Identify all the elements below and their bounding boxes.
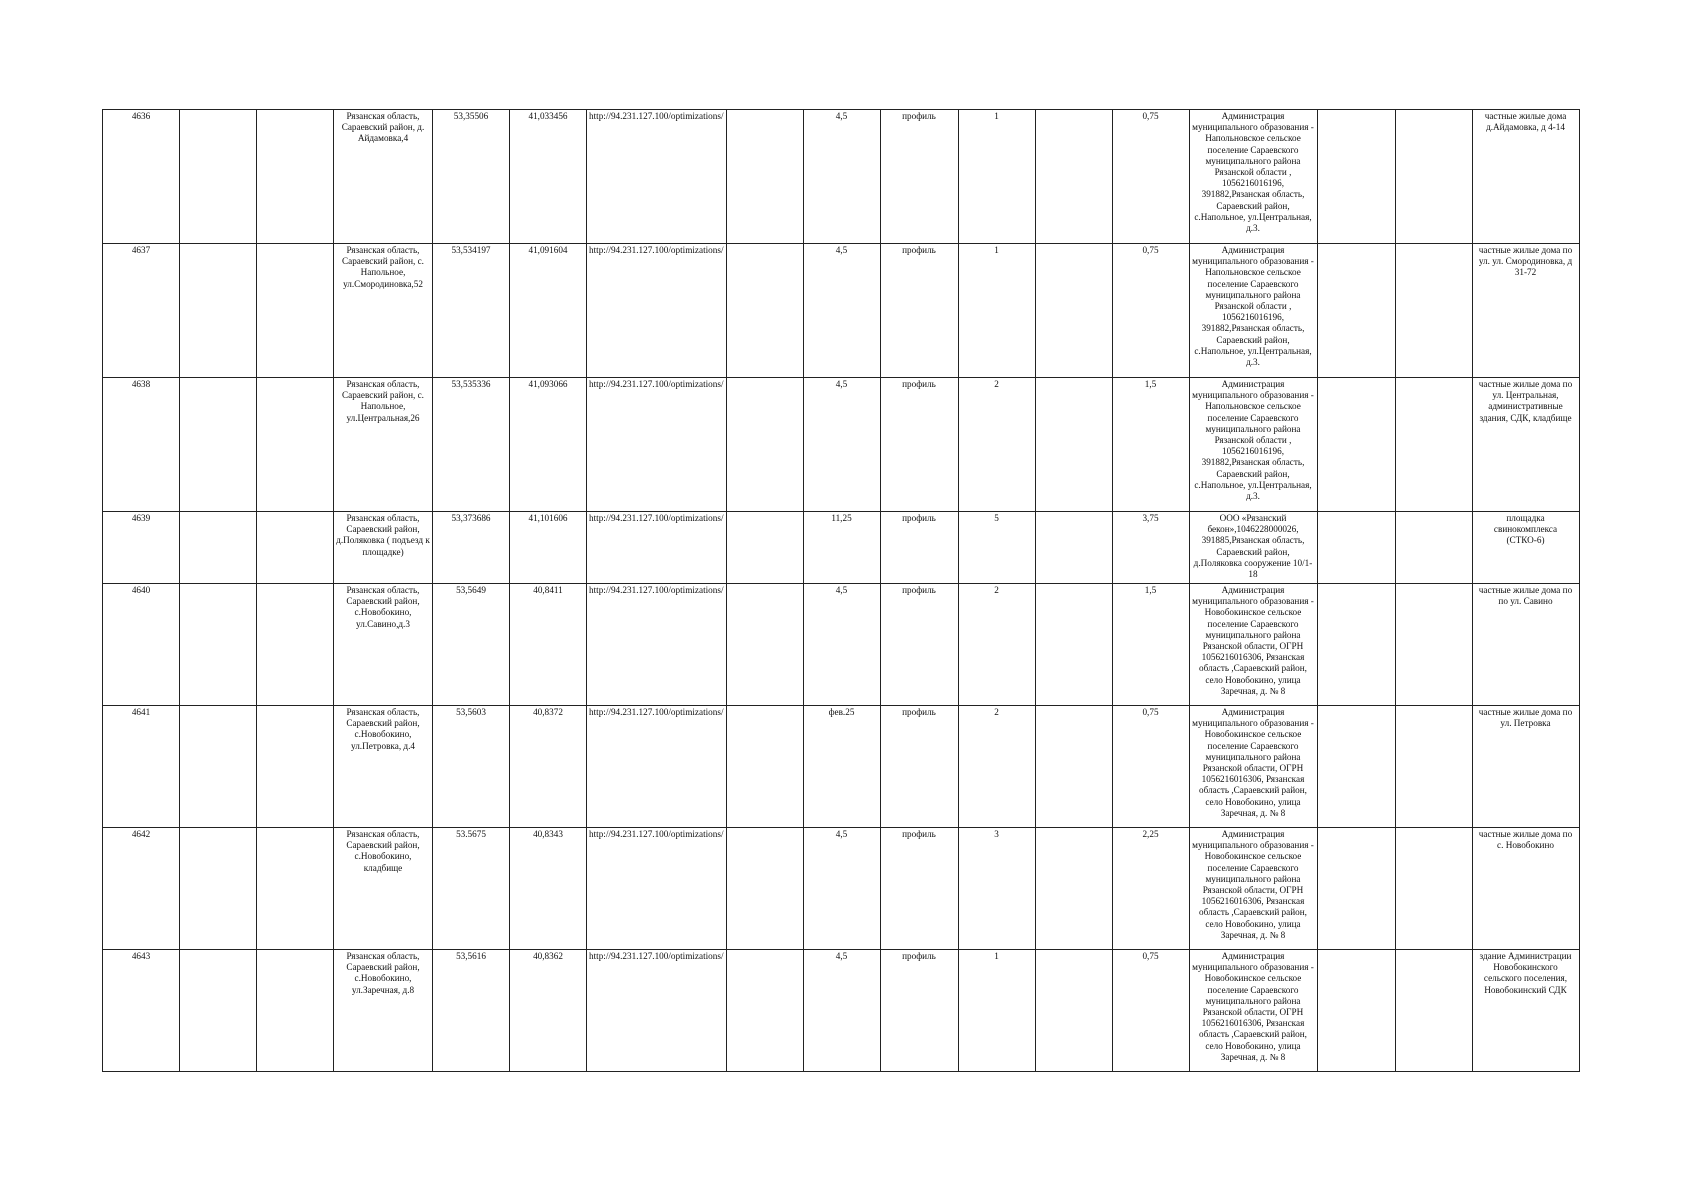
empty-cell [726, 706, 803, 828]
empty-cell [1395, 244, 1472, 378]
value-cell: 4,5 [803, 828, 880, 950]
count-cell: 2 [958, 378, 1035, 512]
empty-cell [1035, 950, 1112, 1072]
volume-cell: 0,75 [1112, 706, 1189, 828]
owner-cell: Администрация муниципального образования - Новобокинское сельское поселение Сараевского муниципального района Рязанской области, ОГРН 1056216016306, Рязанская область ,Сараевский район, село Новобокино, улица Заречная, д. № 8 [1189, 706, 1317, 828]
longitude-cell: 40,8362 [510, 950, 587, 1072]
empty-cell [726, 512, 803, 584]
volume-cell: 3,75 [1112, 512, 1189, 584]
sources-cell: частные жилые дома по ул. Центральная, административные здания, СДК, кладбище [1472, 378, 1579, 512]
table-row [103, 512, 1580, 584]
row-number: 4641 [103, 706, 180, 828]
volume-cell: 0,75 [1112, 244, 1189, 378]
value-cell: фев.25 [803, 706, 880, 828]
type-cell: профиль [880, 950, 958, 1072]
empty-cell [726, 244, 803, 378]
latitude-cell: 53,535336 [433, 378, 510, 512]
link-cell: http://94.231.127.100/optimizations/ [587, 244, 727, 378]
count-cell: 1 [958, 110, 1035, 244]
volume-cell: 0,75 [1112, 110, 1189, 244]
empty-cell [1317, 828, 1395, 950]
sources-cell: частные жилые дома по по ул. Савино [1472, 584, 1579, 706]
sources-cell: частные жилые дома по с. Новобокино [1472, 828, 1579, 950]
address-cell: Рязанская область, Сараевский район, д.Поляковка ( подъезд к площадке) [334, 512, 433, 584]
count-cell: 2 [958, 706, 1035, 828]
empty-cell [1395, 950, 1472, 1072]
volume-cell: 1,5 [1112, 584, 1189, 706]
count-cell: 2 [958, 584, 1035, 706]
empty-cell [1317, 950, 1395, 1072]
empty-cell [1317, 378, 1395, 512]
row-number: 4638 [103, 378, 180, 512]
count-cell: 5 [958, 512, 1035, 584]
empty-cell [180, 110, 257, 244]
empty-cell [180, 244, 257, 378]
empty-cell [726, 378, 803, 512]
empty-cell [1395, 378, 1472, 512]
owner-cell: Администрация муниципального образования - Новобокинское сельское поселение Сараевского муниципального района Рязанской области, ОГРН 1056216016306, Рязанская область ,Сараевский район, село Новобокино, улица Заречная, д. № 8 [1189, 584, 1317, 706]
longitude-cell: 40,8343 [510, 828, 587, 950]
table-row [103, 828, 1580, 950]
empty-cell [1317, 110, 1395, 244]
sources-cell: частные жилые дома д.Айдамовка, д 4-14 [1472, 110, 1579, 244]
address-cell: Рязанская область, Сараевский район, с.Новобокино, ул.Савино,д.3 [334, 584, 433, 706]
table-row [103, 110, 1580, 244]
longitude-cell: 41,091604 [510, 244, 587, 378]
row-number: 4636 [103, 110, 180, 244]
empty-cell [726, 950, 803, 1072]
longitude-cell: 41,033456 [510, 110, 587, 244]
value-cell: 4,5 [803, 378, 880, 512]
value-cell: 4,5 [803, 950, 880, 1072]
address-cell: Рязанская область, Сараевский район, д. Айдамовка,4 [334, 110, 433, 244]
table-row [103, 584, 1580, 706]
empty-cell [1395, 110, 1472, 244]
empty-cell [180, 584, 257, 706]
table-row [103, 378, 1580, 512]
link-cell: http://94.231.127.100/optimizations/ [587, 706, 727, 828]
empty-cell [257, 706, 334, 828]
empty-cell [257, 512, 334, 584]
longitude-cell: 41,093066 [510, 378, 587, 512]
value-cell: 4,5 [803, 110, 880, 244]
empty-cell [1035, 244, 1112, 378]
row-number: 4643 [103, 950, 180, 1072]
owner-cell: Администрация муниципального образования - Новобокинское сельское поселение Сараевского муниципального района Рязанской области, ОГРН 1056216016306, Рязанская область ,Сараевский район, село Новобокино, улица Заречная, д. № 8 [1189, 828, 1317, 950]
sources-cell: частные жилые дома по ул. Петровка [1472, 706, 1579, 828]
empty-cell [1035, 706, 1112, 828]
empty-cell [1395, 706, 1472, 828]
link-cell: http://94.231.127.100/optimizations/ [587, 512, 727, 584]
empty-cell [257, 950, 334, 1072]
owner-cell: Администрация муниципального образования - Напольновское сельское поселение Сараевского муниципального района Рязанской области , 1056216016196, 391882,Рязанская область, Сараевский район, с.Напольное, ул.Центральная, д.3. [1189, 110, 1317, 244]
empty-cell [1317, 244, 1395, 378]
empty-cell [726, 110, 803, 244]
value-cell: 11,25 [803, 512, 880, 584]
latitude-cell: 53,35506 [433, 110, 510, 244]
link-cell: http://94.231.127.100/optimizations/ [587, 828, 727, 950]
address-cell: Рязанская область, Сараевский район, с.Новобокино, ул.Заречная, д.8 [334, 950, 433, 1072]
owner-cell: Администрация муниципального образования - Новобокинское сельское поселение Сараевского муниципального района Рязанской области, ОГРН 1056216016306, Рязанская область ,Сараевский район, село Новобокино, улица Заречная, д. № 8 [1189, 950, 1317, 1072]
volume-cell: 2,25 [1112, 828, 1189, 950]
latitude-cell: 53,5616 [433, 950, 510, 1072]
empty-cell [257, 828, 334, 950]
empty-cell [1035, 828, 1112, 950]
empty-cell [180, 828, 257, 950]
empty-cell [1035, 110, 1112, 244]
type-cell: профиль [880, 110, 958, 244]
link-cell: http://94.231.127.100/optimizations/ [587, 378, 727, 512]
address-cell: Рязанская область, Сараевский район, с.Новобокино, ул.Петровка, д.4 [334, 706, 433, 828]
empty-cell [1035, 512, 1112, 584]
latitude-cell: 53,534197 [433, 244, 510, 378]
row-number: 4637 [103, 244, 180, 378]
value-cell: 4,5 [803, 244, 880, 378]
address-cell: Рязанская область, Сараевский район, с. Напольное, ул.Центральная,26 [334, 378, 433, 512]
table-body [103, 110, 1580, 1072]
owner-cell: Администрация муниципального образования - Напольновское сельское поселение Сараевского муниципального района Рязанской области , 1056216016196, 391882,Рязанская область, Сараевский район, с.Напольное, ул.Центральная, д.3. [1189, 244, 1317, 378]
type-cell: профиль [880, 706, 958, 828]
empty-cell [1035, 378, 1112, 512]
latitude-cell: 53.5675 [433, 828, 510, 950]
count-cell: 3 [958, 828, 1035, 950]
empty-cell [257, 244, 334, 378]
registry-table [102, 109, 1580, 1072]
value-cell: 4,5 [803, 584, 880, 706]
empty-cell [1035, 584, 1112, 706]
type-cell: профиль [880, 512, 958, 584]
owner-cell: ООО «Рязанский бекон»,1046228000026, 391885,Рязанская область, Сараевский район, д.Поляковка сооружение 10/1-18 [1189, 512, 1317, 584]
empty-cell [1317, 706, 1395, 828]
row-number: 4642 [103, 828, 180, 950]
row-number: 4639 [103, 512, 180, 584]
type-cell: профиль [880, 584, 958, 706]
latitude-cell: 53,373686 [433, 512, 510, 584]
longitude-cell: 40,8372 [510, 706, 587, 828]
link-cell: http://94.231.127.100/optimizations/ [587, 584, 727, 706]
empty-cell [1395, 584, 1472, 706]
sources-cell: частные жилые дома по ул. ул. Смородиновка, д 31-72 [1472, 244, 1579, 378]
latitude-cell: 53,5603 [433, 706, 510, 828]
table-row [103, 950, 1580, 1072]
longitude-cell: 40,8411 [510, 584, 587, 706]
count-cell: 1 [958, 950, 1035, 1072]
empty-cell [180, 950, 257, 1072]
empty-cell [1317, 584, 1395, 706]
empty-cell [726, 584, 803, 706]
link-cell: http://94.231.127.100/optimizations/ [587, 110, 727, 244]
longitude-cell: 41,101606 [510, 512, 587, 584]
row-number: 4640 [103, 584, 180, 706]
address-cell: Рязанская область, Сараевский район, с. Напольное, ул.Смородиновка,52 [334, 244, 433, 378]
volume-cell: 1,5 [1112, 378, 1189, 512]
empty-cell [1395, 512, 1472, 584]
volume-cell: 0,75 [1112, 950, 1189, 1072]
empty-cell [257, 584, 334, 706]
empty-cell [257, 378, 334, 512]
empty-cell [257, 110, 334, 244]
type-cell: профиль [880, 378, 958, 512]
empty-cell [180, 706, 257, 828]
table-row [103, 706, 1580, 828]
type-cell: профиль [880, 828, 958, 950]
empty-cell [1395, 828, 1472, 950]
owner-cell: Администрация муниципального образования - Напольновское сельское поселение Сараевского муниципального района Рязанской области , 1056216016196, 391882,Рязанская область, Сараевский район, с.Напольное, ул.Центральная, д.3. [1189, 378, 1317, 512]
type-cell: профиль [880, 244, 958, 378]
empty-cell [180, 512, 257, 584]
empty-cell [180, 378, 257, 512]
table-row [103, 244, 1580, 378]
count-cell: 1 [958, 244, 1035, 378]
address-cell: Рязанская область, Сараевский район, с.Новобокино, кладбище [334, 828, 433, 950]
empty-cell [726, 828, 803, 950]
sources-cell: здание Администрации Новобокинского сельского поселения, Новобокинский СДК [1472, 950, 1579, 1072]
link-cell: http://94.231.127.100/optimizations/ [587, 950, 727, 1072]
empty-cell [1317, 512, 1395, 584]
latitude-cell: 53,5649 [433, 584, 510, 706]
sources-cell: площадка свинокомплекса (СТКО-6) [1472, 512, 1579, 584]
